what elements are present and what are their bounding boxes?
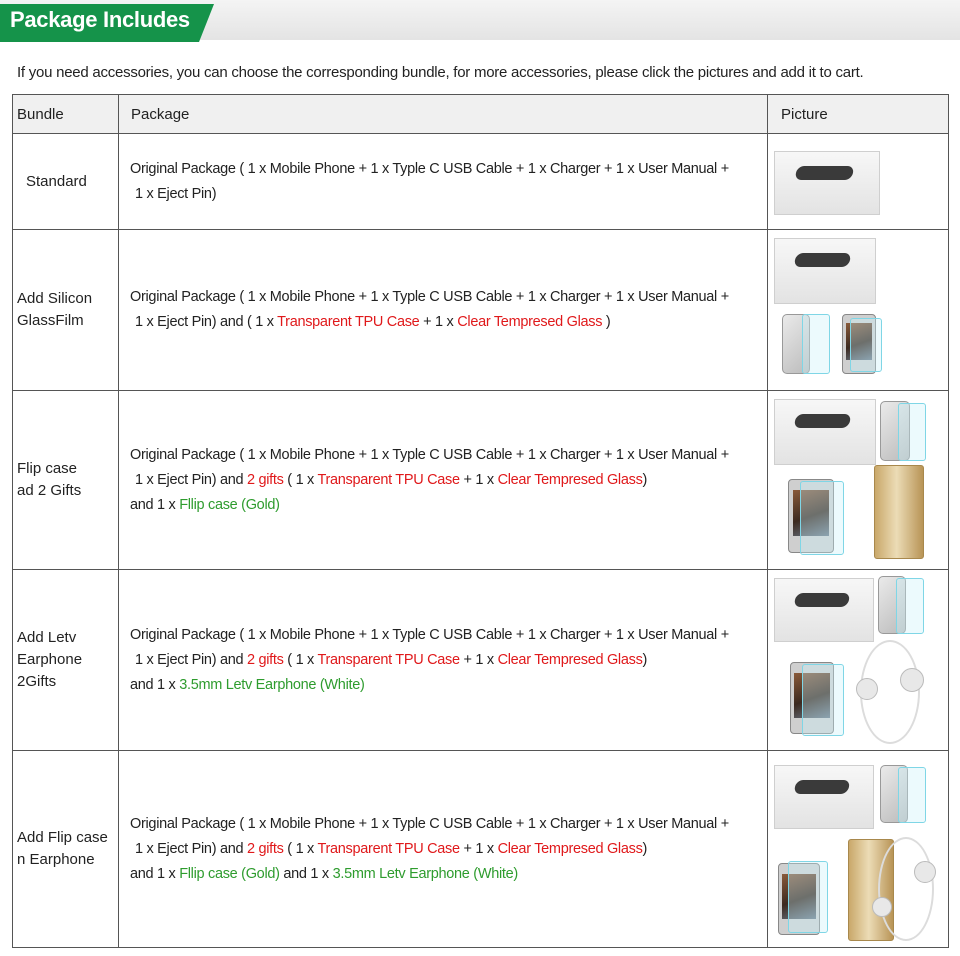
bundle-cell: [13, 134, 119, 230]
header-bundle-label: Bundle: [17, 105, 64, 123]
package-cell: [119, 230, 768, 391]
phone-box-image[interactable]: [774, 151, 880, 215]
flip-case-highlight: Fllip case (Gold): [179, 865, 280, 882]
bundle-cell: [13, 391, 119, 570]
bundle-name-line: Standard: [26, 172, 87, 190]
phone-box-image[interactable]: [774, 399, 876, 465]
bundle-name-line: Earphone: [17, 651, 83, 668]
gifts-highlight: 2 gifts: [246, 471, 284, 488]
package-line: Original Package ( 1 x Mobile Phone + 1 x Typle C USB Cable + 1 x Charger + 1 x User Manual +: [130, 446, 729, 463]
tempered-glass-highlight: Clear Tempresed Glass: [457, 314, 603, 330]
table-header-row: [13, 95, 949, 134]
table-row: [13, 751, 949, 948]
package-description: [119, 443, 767, 518]
package-text: + 1 x: [459, 840, 498, 857]
bundle-name-line: GlassFilm: [17, 312, 84, 329]
phone-box-image[interactable]: [774, 238, 876, 304]
bundle-name-line: 2Gifts: [17, 673, 57, 690]
earphone-image[interactable]: [900, 668, 924, 692]
flip-case-highlight: Fllip case (Gold): [179, 496, 280, 513]
bundle-cell: [13, 230, 119, 391]
tpu-case-highlight: Transparent TPU Case: [317, 840, 460, 857]
earphone-highlight: 3.5mm Letv Earphone (White): [332, 865, 518, 882]
phone-case-image[interactable]: [898, 403, 926, 461]
package-line: [130, 310, 763, 335]
earphone-image[interactable]: [872, 897, 892, 917]
package-description: [119, 812, 767, 887]
package-text: ): [642, 840, 648, 857]
phone-box-image[interactable]: [774, 765, 874, 829]
package-description: [119, 623, 767, 698]
package-line: 1 x Eject Pin): [135, 185, 217, 202]
picture-cell[interactable]: [768, 230, 949, 391]
bundle-name: [13, 171, 118, 193]
table-row: [13, 134, 949, 230]
tempered-glass-highlight: Clear Tempresed Glass: [497, 651, 643, 668]
picture-cell[interactable]: [768, 570, 949, 751]
header-picture: [768, 95, 949, 134]
package-line: Original Package ( 1 x Mobile Phone + 1 x Typle C USB Cable + 1 x Charger + 1 x User Manual +: [130, 626, 729, 643]
package-text: 1 x Eject Pin) and: [135, 471, 247, 488]
bundle-name-line: ad 2 Gifts: [17, 482, 82, 499]
package-line: Original Package ( 1 x Mobile Phone + 1 x Typle C USB Cable + 1 x Charger + 1 x User Manual +: [130, 160, 729, 177]
header-picture-label: Picture: [781, 105, 828, 123]
package-line: [130, 493, 763, 518]
table-row: [13, 230, 949, 391]
package-cell: [119, 391, 768, 570]
bundle-name-line: Add Silicon: [17, 290, 93, 307]
package-cell: [119, 570, 768, 751]
flip-case-image[interactable]: [874, 465, 924, 559]
tpu-case-highlight: Transparent TPU Case: [317, 651, 460, 668]
package-text: ): [642, 651, 648, 668]
package-text: + 1 x: [459, 471, 498, 488]
bundle-name: [13, 827, 118, 871]
package-text: and 1 x: [130, 676, 180, 693]
package-text: ): [602, 314, 611, 330]
bundle-cell: [13, 570, 119, 751]
intro-text: If you need accessories, you can choose the corresponding bundle, for more accessories, please click the pictures and add it to cart.: [17, 64, 864, 81]
package-text: 1 x Eject Pin) and: [135, 840, 247, 857]
package-description: [119, 157, 767, 207]
page-title: Package Includes: [10, 7, 190, 32]
table-row: [13, 570, 949, 751]
bundle-name-line: Add Letv: [17, 629, 77, 646]
package-line: [130, 673, 763, 698]
package-description: [119, 285, 767, 335]
earphone-highlight: 3.5mm Letv Earphone (White): [179, 676, 365, 693]
package-line: Original Package ( 1 x Mobile Phone + 1 x Typle C USB Cable + 1 x Charger + 1 x User Manual +: [130, 289, 729, 305]
tpu-case-highlight: Transparent TPU Case: [277, 314, 420, 330]
package-text: and 1 x: [130, 865, 180, 882]
phone-case-image[interactable]: [896, 578, 924, 634]
bundle-name: [13, 627, 118, 693]
picture-cell[interactable]: [768, 134, 949, 230]
package-text: 1 x Eject Pin) and: [135, 651, 247, 668]
bundle-cell: [13, 751, 119, 948]
gifts-highlight: 2 gifts: [246, 840, 284, 857]
bundle-name: [13, 458, 118, 502]
package-text: 1 x Eject Pin) and ( 1 x: [135, 314, 278, 330]
earphone-image[interactable]: [856, 678, 878, 700]
picture-cell[interactable]: [768, 751, 949, 948]
header-package: [119, 95, 768, 134]
bundle-name-line: n Earphone: [17, 851, 95, 868]
header-package-label: Package: [131, 105, 190, 123]
picture-cell[interactable]: [768, 391, 949, 570]
package-text: ( 1 x: [283, 840, 318, 857]
package-line: [130, 648, 763, 673]
tempered-glass-image[interactable]: [800, 481, 844, 555]
earphone-image[interactable]: [914, 861, 936, 883]
package-cell: [119, 134, 768, 230]
package-text: ): [642, 471, 648, 488]
package-line: [130, 837, 763, 862]
package-text: + 1 x: [419, 314, 458, 330]
phone-case-image[interactable]: [898, 767, 926, 823]
tempered-glass-image[interactable]: [788, 861, 828, 933]
phone-case-image[interactable]: [802, 314, 830, 374]
bundle-name-line: Flip case: [17, 460, 78, 477]
package-text: ( 1 x: [283, 651, 318, 668]
header-bundle: [13, 95, 119, 134]
tempered-glass-image[interactable]: [802, 664, 844, 736]
tempered-glass-highlight: Clear Tempresed Glass: [497, 840, 643, 857]
bundle-name: [13, 288, 118, 332]
earphone-image[interactable]: [878, 837, 934, 941]
table-row: [13, 391, 949, 570]
phone-box-image[interactable]: [774, 578, 874, 642]
tempered-glass-image[interactable]: [850, 318, 882, 372]
package-text: ( 1 x: [283, 471, 318, 488]
package-text: + 1 x: [459, 651, 498, 668]
package-line: Original Package ( 1 x Mobile Phone + 1 x Typle C USB Cable + 1 x Charger + 1 x User Manual +: [130, 815, 729, 832]
package-line: [130, 468, 763, 493]
package-text: and 1 x: [130, 496, 180, 513]
tpu-case-highlight: Transparent TPU Case: [317, 471, 460, 488]
tempered-glass-highlight: Clear Tempresed Glass: [497, 471, 643, 488]
gifts-highlight: 2 gifts: [246, 651, 284, 668]
package-table: [12, 94, 949, 948]
package-cell: [119, 751, 768, 948]
bundle-name-line: Add Flip case: [17, 829, 108, 846]
package-line: [130, 862, 763, 887]
package-text: and 1 x: [279, 865, 333, 882]
